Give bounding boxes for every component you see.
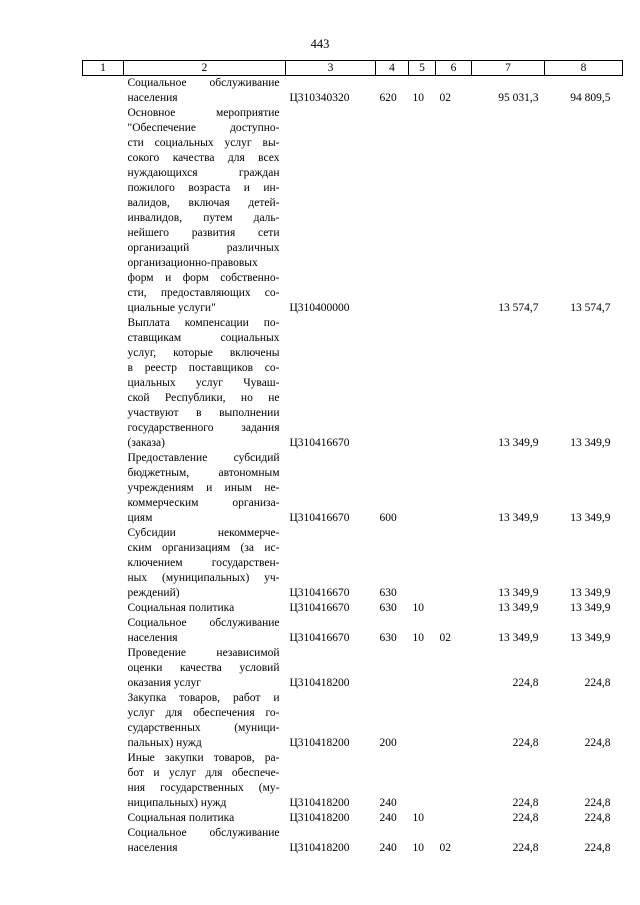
row-name-line: Социальное обслуживание bbox=[127, 77, 280, 89]
row-name-line: участвуют в выполнении bbox=[127, 407, 280, 419]
row-name-line: инвалидов, путем даль- bbox=[127, 212, 280, 224]
row-value-col7: 13 349,9 bbox=[498, 587, 539, 599]
row-value-col8: 13 349,9 bbox=[570, 587, 611, 599]
row-name-line: сти, предоставляющих со- bbox=[127, 287, 280, 299]
cell-col1 bbox=[83, 646, 124, 691]
row-name-line: услуг для обеспечения го- bbox=[127, 707, 280, 719]
row-value-col8: 224,8 bbox=[584, 677, 611, 689]
row-name-line: бюджетным, автономным bbox=[127, 467, 280, 479]
row-value-col7: 95 031,3 bbox=[498, 92, 539, 104]
row-col5 bbox=[409, 106, 436, 316]
row-code: Ц310416670 bbox=[289, 632, 350, 644]
cell-col1 bbox=[83, 616, 124, 646]
table-row bbox=[83, 106, 623, 316]
row-col4: 630 bbox=[379, 602, 397, 614]
row-value-col7: 13 349,9 bbox=[498, 602, 539, 614]
row-code: Ц310418200 bbox=[289, 677, 350, 689]
table-row bbox=[83, 601, 623, 616]
row-col4: 240 bbox=[379, 842, 397, 854]
row-code: Ц310418200 bbox=[289, 737, 350, 749]
row-name-line: Иные закупки товаров, ра- bbox=[127, 752, 280, 764]
row-name-line: пожилого возраста и ин- bbox=[127, 182, 280, 194]
row-col6: 02 bbox=[439, 842, 451, 854]
row-value-col7: 224,8 bbox=[512, 737, 539, 749]
row-name-line: государственного задания bbox=[127, 422, 280, 434]
column-header-1: 1 bbox=[83, 61, 124, 76]
row-code: Ц310400000 bbox=[289, 302, 350, 314]
row-col6: 02 bbox=[439, 632, 451, 644]
table-row bbox=[83, 811, 623, 826]
row-value-col8: 224,8 bbox=[584, 812, 611, 824]
cell-col1 bbox=[83, 76, 124, 107]
row-col6 bbox=[436, 691, 472, 751]
row-name-line: коммерческим организа- bbox=[127, 497, 280, 509]
table-row bbox=[83, 526, 623, 601]
row-name bbox=[124, 691, 286, 751]
row-code: Ц310416670 bbox=[289, 587, 350, 599]
row-value-col8: 13 349,9 bbox=[570, 512, 611, 524]
row-name bbox=[124, 811, 286, 826]
table-row bbox=[83, 751, 623, 811]
row-col4 bbox=[376, 646, 409, 691]
row-name bbox=[124, 646, 286, 691]
row-col6: 02 bbox=[439, 92, 451, 104]
cell-col1 bbox=[83, 601, 124, 616]
page-number: 443 bbox=[310, 37, 330, 51]
row-name bbox=[124, 751, 286, 811]
row-value-col8: 13 349,9 bbox=[570, 437, 611, 449]
row-name-line: Социальная политика bbox=[127, 602, 235, 614]
row-col5: 10 bbox=[412, 812, 424, 824]
row-name-line: оценки качества условий bbox=[127, 662, 280, 674]
row-value-col8: 13 349,9 bbox=[570, 602, 611, 614]
row-value-col8: 224,8 bbox=[584, 737, 611, 749]
cell-col1 bbox=[83, 316, 124, 451]
row-name-line: пальных) нужд bbox=[127, 737, 202, 749]
row-name-line: ниципальных) нужд bbox=[127, 797, 227, 809]
row-name-line: циальные услуги" bbox=[127, 302, 216, 314]
column-header-4: 4 bbox=[376, 61, 409, 76]
row-col6 bbox=[436, 106, 472, 316]
row-name bbox=[124, 106, 286, 316]
row-code: Ц310418200 bbox=[289, 797, 350, 809]
row-name-line: форм и форм собственно- bbox=[127, 272, 280, 284]
row-col4: 200 bbox=[379, 737, 397, 749]
row-name-line: сти социальных услуг вы- bbox=[127, 137, 280, 149]
row-name-line: сокого качества для всех bbox=[127, 152, 280, 164]
row-name-line: ставщикам социальных bbox=[127, 332, 280, 344]
row-name-line: организационно-правовых bbox=[127, 257, 258, 269]
row-col4: 620 bbox=[379, 92, 397, 104]
cell-col1 bbox=[83, 751, 124, 811]
table-row bbox=[83, 646, 623, 691]
row-code: Ц310418200 bbox=[289, 842, 350, 854]
row-name-line: ским организациям (за ис- bbox=[127, 542, 280, 554]
row-value-col7: 13 349,9 bbox=[498, 512, 539, 524]
row-col5: 10 bbox=[412, 632, 424, 644]
row-col4: 600 bbox=[379, 512, 397, 524]
column-header-2: 2 bbox=[124, 61, 286, 76]
row-name-line: нейшего развития сети bbox=[127, 227, 280, 239]
row-name-line: бот и услуг для обеспече- bbox=[127, 767, 280, 779]
row-name-line: ключением государствен- bbox=[127, 557, 280, 569]
table-row bbox=[83, 691, 623, 751]
column-header-6: 6 bbox=[436, 61, 472, 76]
row-code: Ц310340320 bbox=[289, 92, 350, 104]
row-value-col7: 224,8 bbox=[512, 812, 539, 824]
row-code: Ц310418200 bbox=[289, 812, 350, 824]
row-col5 bbox=[409, 691, 436, 751]
row-col6 bbox=[436, 316, 472, 451]
row-name-line: Проведение независимой bbox=[127, 647, 280, 659]
row-name-line: Закупка товаров, работ и bbox=[127, 692, 280, 704]
row-name-line: Предоставление субсидий bbox=[127, 452, 280, 464]
row-value-col7: 13 349,9 bbox=[498, 632, 539, 644]
row-name-line: сударственных (муници- bbox=[127, 722, 280, 734]
row-col5 bbox=[409, 316, 436, 451]
row-name bbox=[124, 526, 286, 601]
row-col6 bbox=[436, 811, 472, 826]
row-name-line: (заказа) bbox=[127, 437, 165, 449]
row-name-line: Социальная политика bbox=[127, 812, 235, 824]
table-body bbox=[83, 76, 623, 857]
row-col6 bbox=[436, 601, 472, 616]
row-name bbox=[124, 616, 286, 646]
row-col5: 10 bbox=[412, 92, 424, 104]
table-row bbox=[83, 451, 623, 526]
table-row bbox=[83, 316, 623, 451]
row-code: Ц310416670 bbox=[289, 602, 350, 614]
row-name bbox=[124, 451, 286, 526]
row-value-col8: 13 349,9 bbox=[570, 632, 611, 644]
column-header-8: 8 bbox=[545, 61, 623, 76]
cell-col1 bbox=[83, 106, 124, 316]
row-col5: 10 bbox=[412, 602, 424, 614]
row-code: Ц310416670 bbox=[289, 512, 350, 524]
row-name-line: нуждающихся граждан bbox=[127, 167, 280, 179]
row-col4: 630 bbox=[379, 587, 397, 599]
row-value-col7: 224,8 bbox=[512, 677, 539, 689]
row-col4: 240 bbox=[379, 797, 397, 809]
row-value-col7: 224,8 bbox=[512, 842, 539, 854]
row-name-line: ных (муниципальных) уч- bbox=[127, 572, 280, 584]
row-col5 bbox=[409, 526, 436, 601]
column-header-5: 5 bbox=[409, 61, 436, 76]
row-col5: 10 bbox=[412, 842, 424, 854]
row-col6 bbox=[436, 751, 472, 811]
row-col4 bbox=[376, 106, 409, 316]
row-name-line: Социальное обслуживание bbox=[127, 617, 280, 629]
table-header bbox=[83, 61, 623, 76]
row-name-line: валидов, включая детей- bbox=[127, 197, 280, 209]
cell-col1 bbox=[83, 451, 124, 526]
row-name-line: Социальное обслуживание bbox=[127, 827, 280, 839]
row-value-col8: 94 809,5 bbox=[570, 92, 611, 104]
row-value-col7: 13 574,7 bbox=[498, 302, 539, 314]
row-col5 bbox=[409, 751, 436, 811]
cell-col1 bbox=[83, 691, 124, 751]
cell-col1 bbox=[83, 526, 124, 601]
row-name-line: ния государственных (му- bbox=[127, 782, 280, 794]
row-value-col8: 13 574,7 bbox=[570, 302, 611, 314]
row-name-line: населения bbox=[127, 842, 178, 854]
column-header-7: 7 bbox=[472, 61, 545, 76]
row-name-line: учреждениям и иным не- bbox=[127, 482, 280, 494]
row-name-line: населения bbox=[127, 92, 178, 104]
budget-table bbox=[82, 60, 623, 856]
row-col6 bbox=[436, 646, 472, 691]
row-name bbox=[124, 76, 286, 107]
row-col6 bbox=[436, 526, 472, 601]
row-name-line: услуг, которые включены bbox=[127, 347, 280, 359]
cell-col1 bbox=[83, 811, 124, 826]
row-name bbox=[124, 601, 286, 616]
table-row bbox=[83, 826, 623, 856]
row-name-line: ской Республики, но не bbox=[127, 392, 280, 404]
cell-col1 bbox=[83, 826, 124, 856]
row-code: Ц310416670 bbox=[289, 437, 350, 449]
row-col4 bbox=[376, 316, 409, 451]
row-name-line: населения bbox=[127, 632, 178, 644]
row-col6 bbox=[436, 451, 472, 526]
row-name-line: Субсидии некоммерче- bbox=[127, 527, 280, 539]
row-name bbox=[124, 826, 286, 856]
row-name-line: циальных услуг Чуваш- bbox=[127, 377, 280, 389]
table-row bbox=[83, 616, 623, 646]
row-name-line: Основное мероприятие bbox=[127, 107, 280, 119]
row-col4: 240 bbox=[379, 812, 397, 824]
row-name-line: циям bbox=[127, 512, 153, 524]
row-value-col8: 224,8 bbox=[584, 842, 611, 854]
row-name-line: организаций различных bbox=[127, 242, 280, 254]
row-col5 bbox=[409, 646, 436, 691]
table-row bbox=[83, 76, 623, 107]
row-name-line: оказания услуг bbox=[127, 677, 201, 689]
row-name-line: в реестр поставщиков со- bbox=[127, 362, 280, 374]
header-row bbox=[83, 61, 623, 76]
row-name-line: "Обеспечение доступно- bbox=[127, 122, 280, 134]
row-value-col7: 224,8 bbox=[512, 797, 539, 809]
column-header-3: 3 bbox=[286, 61, 376, 76]
row-name bbox=[124, 316, 286, 451]
row-col4: 630 bbox=[379, 632, 397, 644]
row-value-col8: 224,8 bbox=[584, 797, 611, 809]
row-name-line: реждений) bbox=[127, 587, 180, 599]
row-col5 bbox=[409, 451, 436, 526]
row-name-line: Выплата компенсации по- bbox=[127, 317, 280, 329]
row-value-col7: 13 349,9 bbox=[498, 437, 539, 449]
